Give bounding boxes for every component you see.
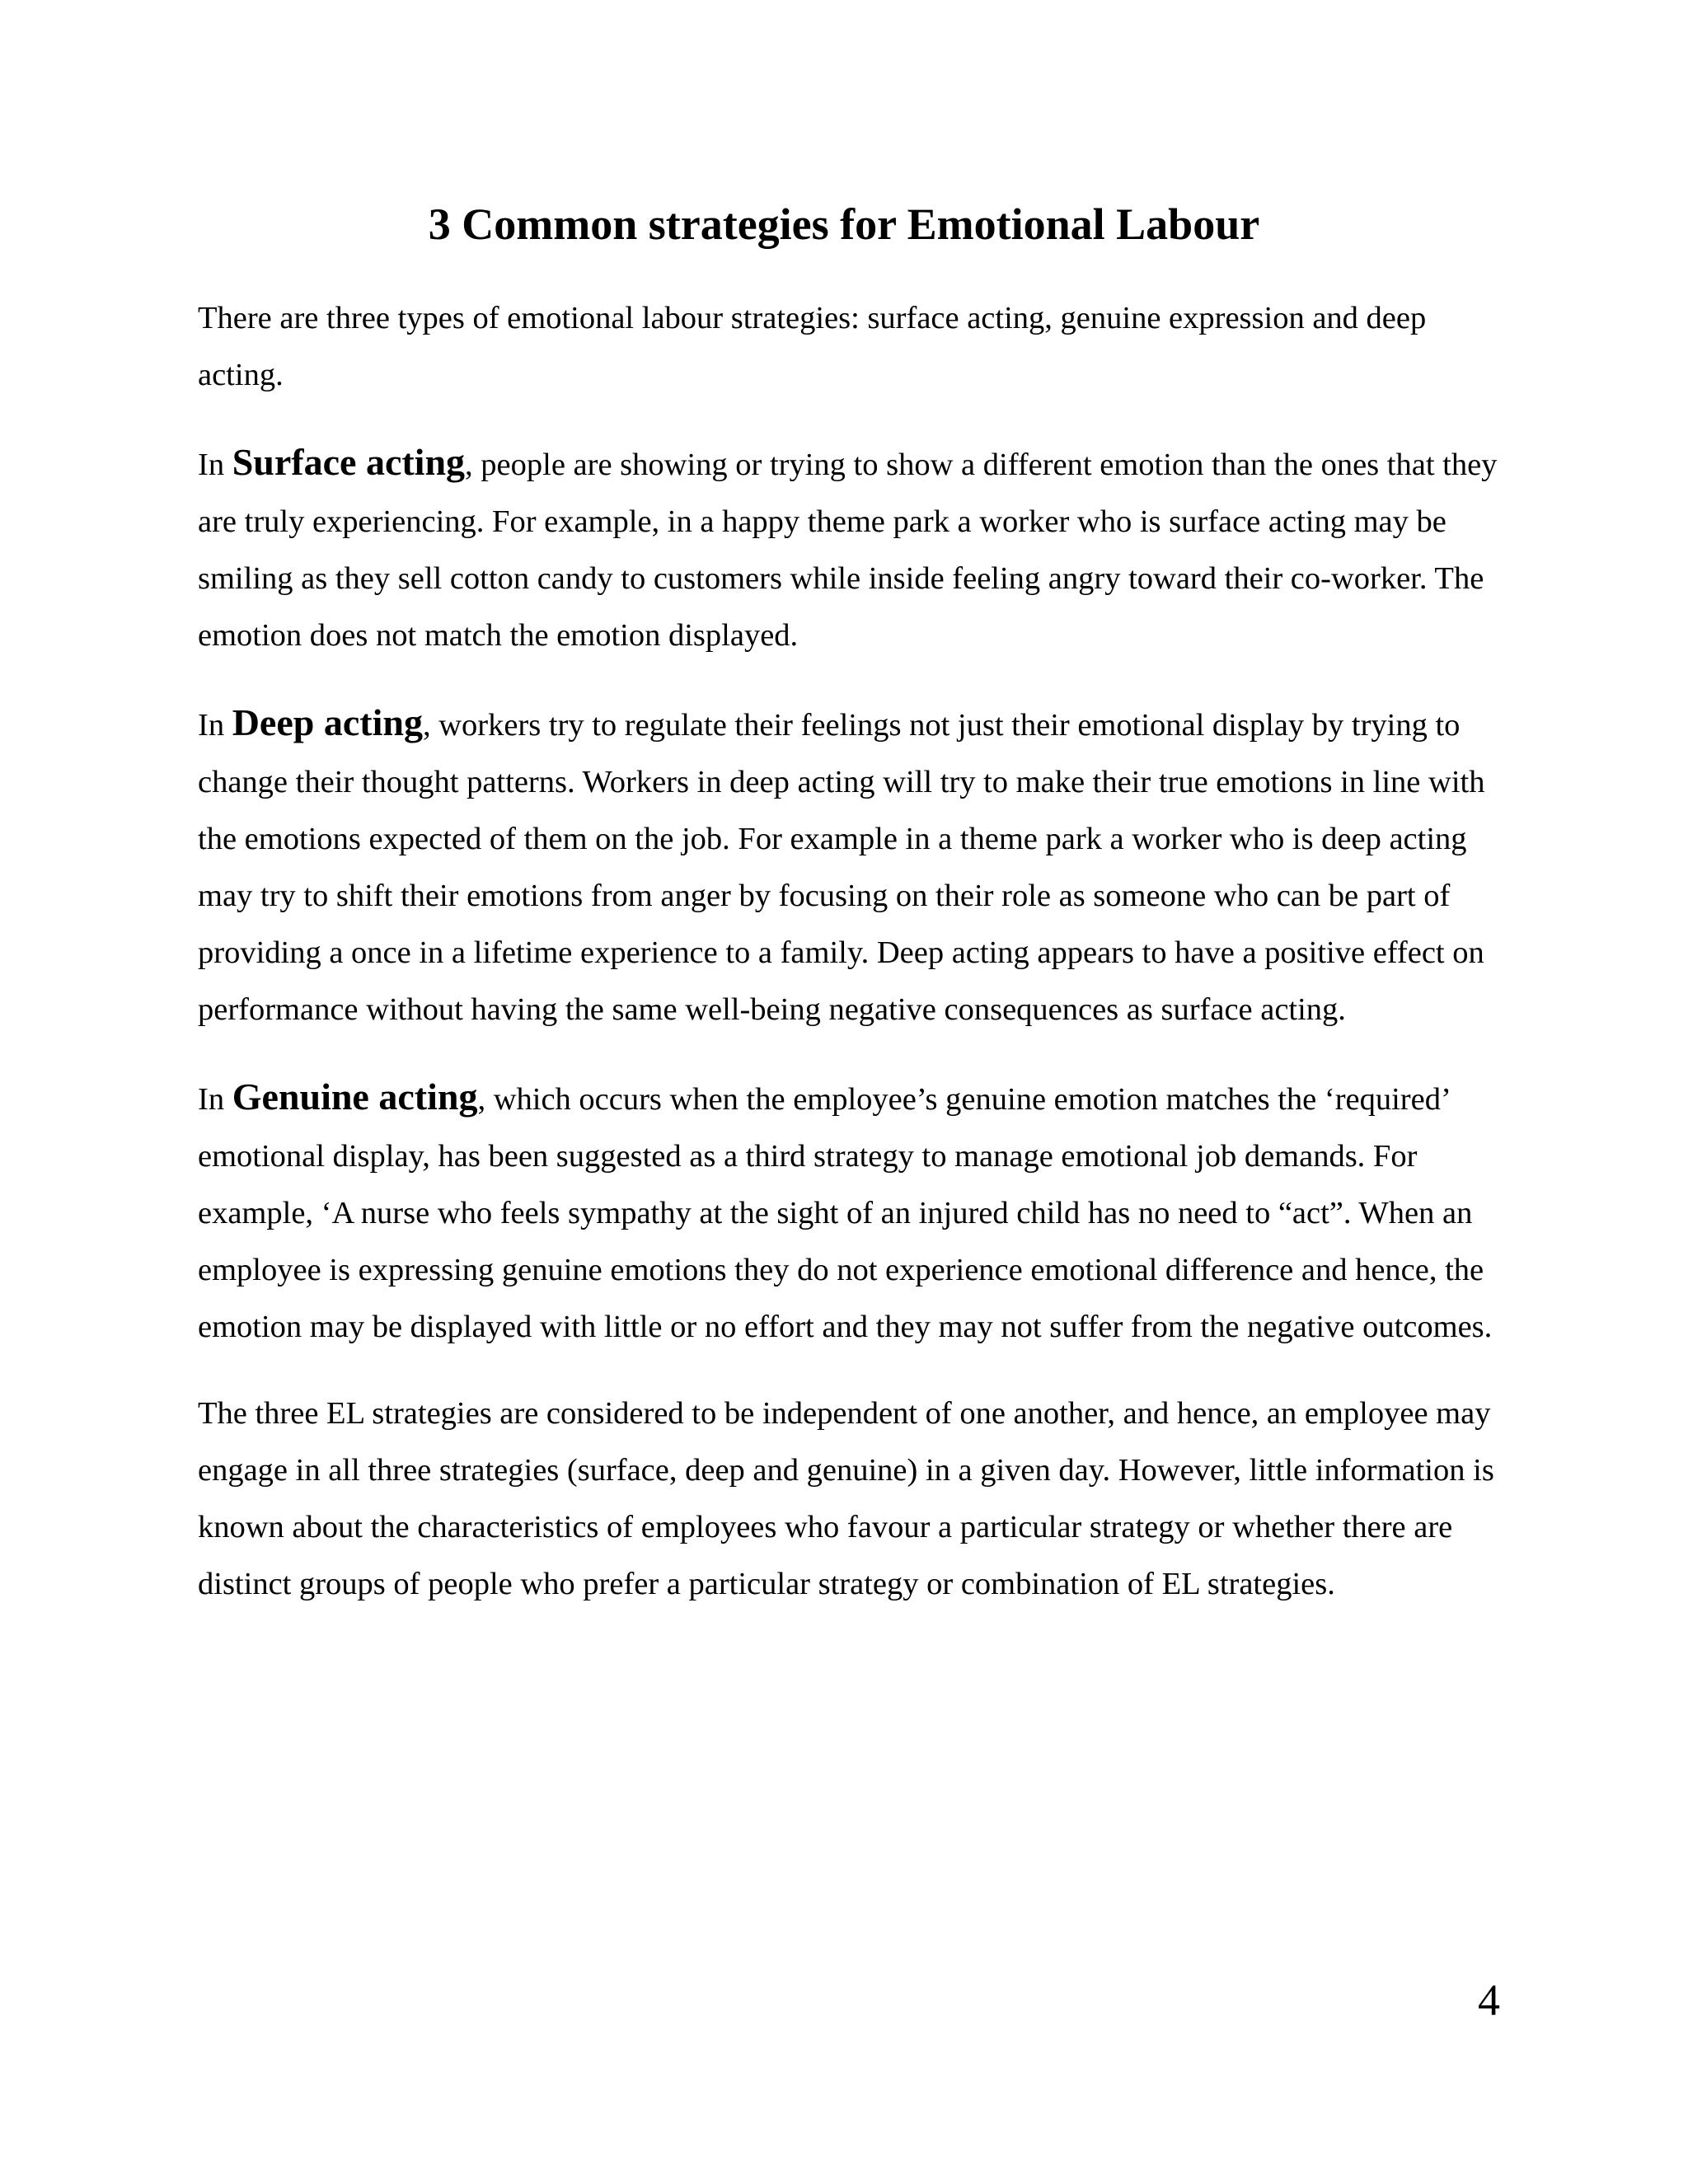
genuine-acting-paragraph	[198, 1068, 1500, 1356]
surface-acting-text: , people are showing or trying to show a different emotion than the ones that they are truly experiencing. For example, in a happy theme park a worker who is surface acting may be smiling as they sell cotton candy to customers while inside feeling angry toward their co-worker. The emotion does not match the emotion displayed.	[198, 448, 1498, 653]
genuine-acting-lead: In	[198, 1082, 232, 1117]
surface-acting-paragraph	[198, 434, 1500, 664]
genuine-acting-term: Genuine acting	[232, 1076, 478, 1118]
deep-acting-paragraph	[198, 694, 1500, 1038]
intro-paragraph: There are three types of emotional labour strategies: surface acting, genuine expression and deep acting.	[198, 301, 1427, 392]
document-body	[198, 290, 1500, 1643]
deep-acting-term: Deep acting	[232, 701, 423, 743]
surface-acting-lead: In	[198, 448, 232, 482]
genuine-acting-text: , which occurs when the employee’s genuine emotion matches the ‘required’ emotional display, has been suggested as a third strategy to manage emotional job demands. For example, ‘A nurse who feels sympathy at the sight of an injured child has no need to “act”. When an employee is expressing genuine emotions they do not experience emotional difference and hence, the emotion may be displayed with little or no effort and they may not suffer from the negative outcomes.	[198, 1082, 1493, 1344]
conclusion-paragraph: The three EL strategies are considered to be independent of one another, and hence, an employee may engage in all three strategies (surface, deep and genuine) in a given day. However, little information is known about the characteristics of employees who favour a particular strategy or whether there are distinct groups of people who prefer a particular strategy or combination of EL strategies.	[198, 1396, 1494, 1601]
section-heading: 3 Common strategies for Emotional Labour	[428, 199, 1260, 249]
surface-acting-term: Surface acting	[232, 441, 466, 483]
page-number: 4	[1478, 1975, 1500, 2025]
deep-acting-lead: In	[198, 708, 232, 743]
deep-acting-text: , workers try to regulate their feelings not just their emotional display by trying to change their thought patterns. Workers in deep acting will try to make their true emotions in line with the emotions expected of them on the job. For example in a theme park a worker who is deep acting may try to shift their emotions from anger by focusing on their role as someone who can be part of providing a once in a lifetime experience to a family. Deep acting appears to have a positive effect on performance without having the same well-being negative consequences as surface acting.	[198, 708, 1485, 1027]
